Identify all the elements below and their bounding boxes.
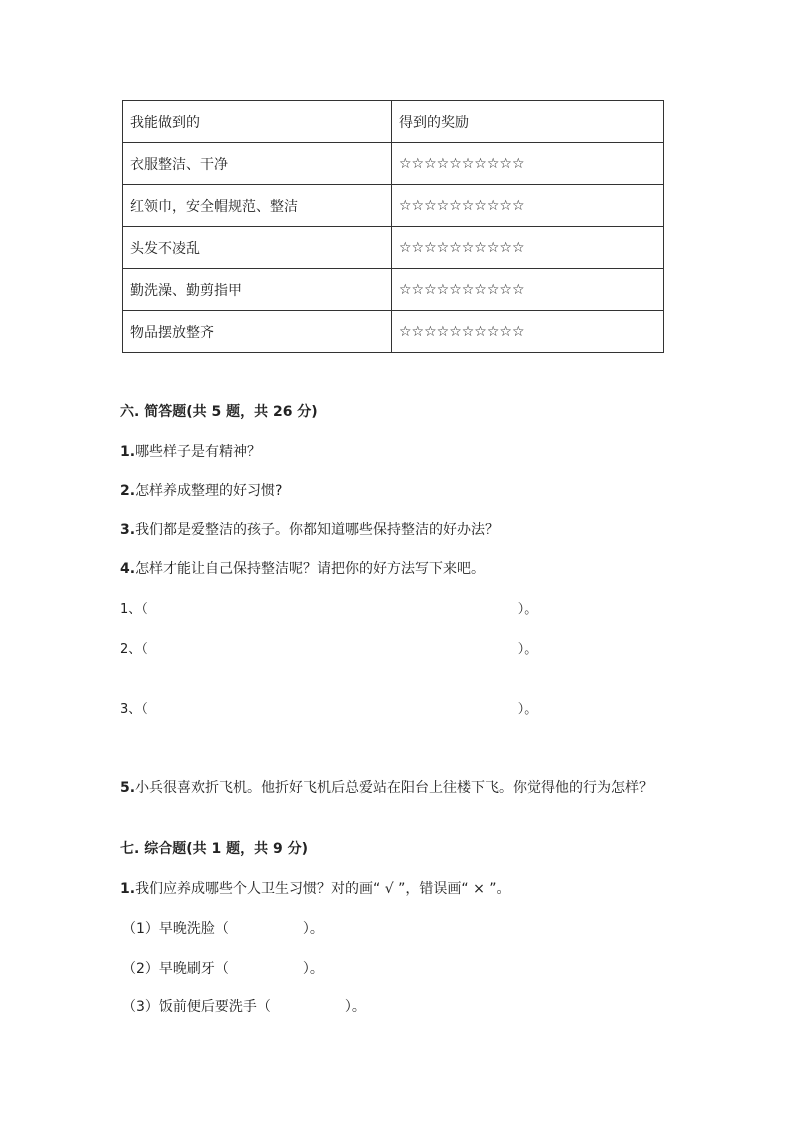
table-header-row [123, 101, 664, 143]
question-text: 我们应养成哪些个人卫生习惯？对的画“ √ ”，错误画“ × ”。 [135, 881, 511, 897]
table-cell-stars: ☆☆☆☆☆☆☆☆☆☆ [392, 227, 664, 269]
blank-end: ）。 [517, 602, 538, 617]
table-cell-item: 衣服整洁、干净 [123, 143, 392, 185]
item-end: ）。 [302, 921, 324, 937]
question-1 [120, 441, 261, 461]
blank-end: ）。 [517, 702, 538, 717]
table-cell-stars: ☆☆☆☆☆☆☆☆☆☆ [392, 269, 664, 311]
answer-blank-2[interactable] [120, 638, 537, 657]
question-number: 1. [120, 444, 136, 460]
question-habits [120, 878, 511, 898]
answer-blank-1[interactable] [120, 598, 537, 617]
question-number: 2. [120, 483, 136, 499]
table-cell-item: 红领巾，安全帽规范、整洁 [123, 185, 392, 227]
item-end: ）。 [302, 961, 324, 977]
question-text: 怎样养成整理的好习惯? [135, 483, 283, 499]
reward-table [122, 100, 664, 353]
table-cell-item: 头发不凌乱 [123, 227, 392, 269]
question-text: 小兵很喜欢折飞机。他折好飞机后总爱站在阳台上往楼下飞。你觉得他的行为怎样？ [135, 780, 654, 796]
table-cell-stars: ☆☆☆☆☆☆☆☆☆☆ [392, 185, 664, 227]
table-row [123, 185, 664, 227]
blank-label: 3、（ [120, 702, 148, 717]
answer-blank-3[interactable] [120, 698, 537, 717]
table-row [123, 227, 664, 269]
table-row [123, 143, 664, 185]
question-2 [120, 480, 283, 500]
section-title-comprehensive: 七. 综合题(共 1 题，共 9 分) [120, 841, 308, 857]
blank-end: ）。 [517, 642, 538, 657]
item-end: ）。 [344, 999, 366, 1015]
question-number: 5. [120, 780, 136, 796]
question-number: 4. [120, 561, 136, 577]
question-text: 哪些样子是有精神？ [135, 444, 262, 460]
question-number: 1. [120, 881, 136, 897]
section-title-short-answer: 六. 简答题(共 5 题，共 26 分) [120, 404, 318, 420]
table-header-cell: 得到的奖励 [392, 101, 664, 143]
question-number: 3. [120, 522, 136, 538]
question-3 [120, 519, 499, 539]
judgement-item-1[interactable] [122, 918, 324, 938]
table-cell-stars: ☆☆☆☆☆☆☆☆☆☆ [392, 143, 664, 185]
blank-label: 1、（ [120, 602, 148, 617]
question-text: 我们都是爱整洁的孩子。你都知道哪些保持整洁的好办法？ [135, 522, 500, 538]
question-text: 怎样才能让自己保持整洁呢？请把你的好方法写下来吧。 [135, 561, 486, 577]
item-label: （1）早晚洗脸（ [122, 921, 229, 937]
table-header-cell: 我能做到的 [123, 101, 392, 143]
question-4 [120, 558, 485, 578]
table-row [123, 311, 664, 353]
table-cell-stars: ☆☆☆☆☆☆☆☆☆☆ [392, 311, 664, 353]
blank-label: 2、（ [120, 642, 148, 657]
item-label: （3）饭前便后要洗手（ [122, 999, 271, 1015]
table-cell-item: 物品摆放整齐 [123, 311, 392, 353]
table-cell-item: 勤洗澡、勤剪指甲 [123, 269, 392, 311]
judgement-item-2[interactable] [122, 958, 324, 978]
question-5 [120, 778, 676, 799]
judgement-item-3[interactable] [122, 996, 366, 1016]
item-label: （2）早晚刷牙（ [122, 961, 229, 977]
table-row [123, 269, 664, 311]
